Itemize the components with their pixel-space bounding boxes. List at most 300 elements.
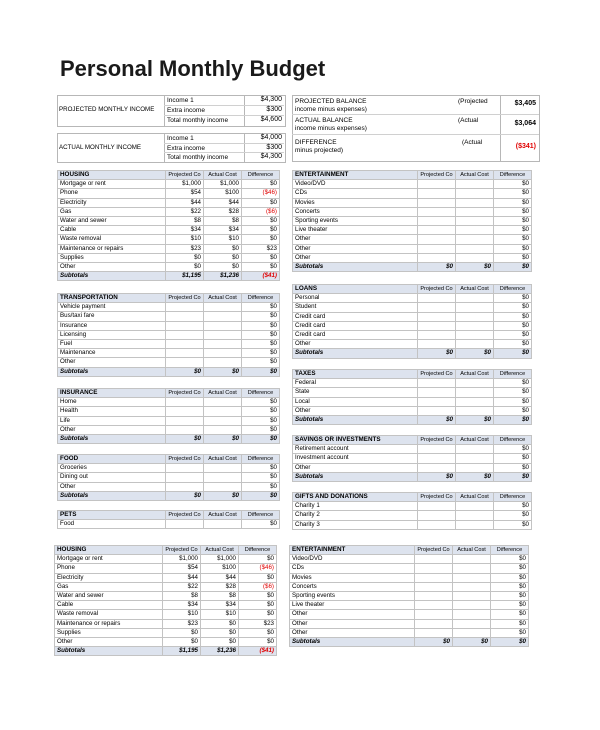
- difference-cell[interactable]: $0: [494, 379, 532, 388]
- row-label: State: [293, 388, 418, 397]
- budget-table: [54, 545, 277, 656]
- projected-cell[interactable]: [418, 189, 456, 198]
- difference-cell[interactable]: $0: [491, 564, 529, 573]
- projected-cell[interactable]: [418, 379, 456, 388]
- projected-cell[interactable]: $1,000: [163, 555, 201, 564]
- difference-cell[interactable]: ($6): [239, 582, 277, 591]
- row-label: Movies: [293, 198, 418, 207]
- row-label: Charity 2: [293, 511, 418, 520]
- projected-income-row-value: $300: [266, 106, 282, 113]
- difference-cell[interactable]: $0: [494, 388, 532, 397]
- actual-cell[interactable]: [456, 520, 494, 529]
- row-label: Vehicle payment: [58, 303, 166, 312]
- col-header-actual: Actual Cost: [204, 171, 242, 180]
- row-label: Health: [58, 407, 166, 416]
- col-header-projected: Projected Co: [166, 171, 204, 180]
- actual-cell[interactable]: [456, 379, 494, 388]
- actual-cell[interactable]: [453, 573, 491, 582]
- table-row: [58, 189, 280, 198]
- col-header-difference: Difference: [242, 511, 280, 520]
- projected-cell[interactable]: [415, 555, 453, 564]
- actual-cell[interactable]: [456, 321, 494, 330]
- subtotal-projected: $0: [166, 434, 204, 443]
- actual-cell[interactable]: [204, 407, 242, 416]
- section-title: SAVINGS OR INVESTMENTS: [293, 436, 418, 445]
- difference-cell[interactable]: $0: [242, 464, 280, 473]
- subtotal-label: Subtotals: [58, 367, 166, 376]
- actual-cell[interactable]: [456, 388, 494, 397]
- projected-cell[interactable]: $23: [166, 244, 204, 253]
- projected-cell[interactable]: [166, 358, 204, 367]
- actual-income-row-label: Extra income: [167, 145, 205, 152]
- projected-cell[interactable]: [418, 340, 456, 349]
- balance-label: DIFFERENCE: [295, 139, 337, 146]
- difference-cell[interactable]: $0: [242, 520, 280, 529]
- subtotal-projected: $1,195: [163, 647, 201, 656]
- projected-cell[interactable]: $44: [163, 573, 201, 582]
- table-header-row: [293, 285, 532, 294]
- projected-cell[interactable]: $1,000: [166, 180, 204, 189]
- difference-cell[interactable]: $0: [242, 216, 280, 225]
- projected-cell[interactable]: [418, 330, 456, 339]
- balance-tag: (Actual: [458, 117, 479, 124]
- projected-cell[interactable]: [166, 482, 204, 491]
- difference-cell[interactable]: $0: [494, 180, 532, 189]
- actual-cell[interactable]: $1,000: [201, 555, 239, 564]
- table-row: [290, 591, 529, 600]
- actual-cell[interactable]: [456, 189, 494, 198]
- projected-cell[interactable]: [418, 388, 456, 397]
- row-label: Bus/taxi fare: [58, 312, 166, 321]
- actual-cell[interactable]: [204, 312, 242, 321]
- projected-cell[interactable]: [166, 398, 204, 407]
- section-title: ENTERTAINMENT: [293, 171, 418, 180]
- actual-cell[interactable]: $1,000: [204, 180, 242, 189]
- projected-cell[interactable]: [418, 406, 456, 415]
- actual-cell[interactable]: [456, 312, 494, 321]
- difference-cell[interactable]: $0: [494, 244, 532, 253]
- row-label: Live theater: [293, 226, 418, 235]
- projected-cell[interactable]: [166, 349, 204, 358]
- difference-cell[interactable]: $0: [239, 555, 277, 564]
- projected-cell[interactable]: $0: [163, 628, 201, 637]
- actual-cell[interactable]: [456, 207, 494, 216]
- col-header-actual: Actual Cost: [456, 171, 494, 180]
- projected-cell[interactable]: [418, 454, 456, 463]
- actual-cell[interactable]: [456, 303, 494, 312]
- subtotal-label: Subtotals: [58, 434, 166, 443]
- actual-cell[interactable]: [456, 180, 494, 189]
- difference-cell[interactable]: $0: [242, 198, 280, 207]
- projected-cell[interactable]: [166, 407, 204, 416]
- difference-cell[interactable]: $0: [242, 482, 280, 491]
- subtotal-projected: $0: [415, 637, 453, 646]
- subtotal-difference: $0: [494, 415, 532, 424]
- projected-cell[interactable]: $10: [163, 610, 201, 619]
- projected-cell[interactable]: [418, 463, 456, 472]
- actual-cell[interactable]: [456, 216, 494, 225]
- projected-cell[interactable]: [418, 445, 456, 454]
- projected-cell[interactable]: $22: [166, 207, 204, 216]
- actual-cell[interactable]: [204, 330, 242, 339]
- subtotal-actual: $0: [204, 434, 242, 443]
- actual-cell[interactable]: [204, 321, 242, 330]
- projected-cell[interactable]: [418, 216, 456, 225]
- actual-cell[interactable]: $100: [201, 564, 239, 573]
- actual-cell[interactable]: $100: [204, 189, 242, 198]
- projected-cell[interactable]: [415, 628, 453, 637]
- projected-cell[interactable]: [418, 226, 456, 235]
- actual-cell[interactable]: [456, 340, 494, 349]
- row-label: Supplies: [55, 628, 163, 637]
- projected-cell[interactable]: $0: [166, 253, 204, 262]
- projected-cell[interactable]: [166, 330, 204, 339]
- projected-cell[interactable]: [418, 502, 456, 511]
- actual-cell[interactable]: [453, 619, 491, 628]
- difference-cell[interactable]: $0: [242, 330, 280, 339]
- actual-cell[interactable]: $0: [204, 262, 242, 271]
- projected-cell[interactable]: [415, 582, 453, 591]
- difference-cell[interactable]: $0: [242, 339, 280, 348]
- difference-cell[interactable]: $0: [242, 416, 280, 425]
- projected-cell[interactable]: [166, 339, 204, 348]
- actual-cell[interactable]: $44: [201, 573, 239, 582]
- projected-cell[interactable]: [418, 198, 456, 207]
- projected-cell[interactable]: $10: [166, 235, 204, 244]
- projected-cell[interactable]: [418, 294, 456, 303]
- actual-cell[interactable]: [456, 235, 494, 244]
- actual-cell[interactable]: [453, 555, 491, 564]
- actual-cell[interactable]: $0: [204, 253, 242, 262]
- actual-cell[interactable]: [204, 482, 242, 491]
- projected-cell[interactable]: [166, 520, 204, 529]
- difference-cell[interactable]: $23: [242, 244, 280, 253]
- projected-cell[interactable]: [418, 511, 456, 520]
- table-header-row: [58, 455, 280, 464]
- difference-cell[interactable]: $0: [494, 330, 532, 339]
- projected-cell[interactable]: $0: [166, 262, 204, 271]
- subtotal-projected: $0: [418, 415, 456, 424]
- section-title: ENTERTAINMENT: [290, 546, 415, 555]
- difference-cell[interactable]: $0: [494, 226, 532, 235]
- col-header-difference: Difference: [242, 294, 280, 303]
- difference-cell[interactable]: $0: [491, 601, 529, 610]
- row-label: Phone: [55, 564, 163, 573]
- difference-cell[interactable]: $0: [491, 582, 529, 591]
- col-header-projected: Projected Co: [418, 171, 456, 180]
- difference-cell[interactable]: $0: [242, 262, 280, 271]
- difference-cell[interactable]: $0: [494, 463, 532, 472]
- difference-cell[interactable]: $0: [494, 189, 532, 198]
- actual-cell[interactable]: [456, 294, 494, 303]
- actual-income-row-value: $4,000: [260, 134, 282, 141]
- difference-cell[interactable]: $0: [494, 454, 532, 463]
- col-header-projected: Projected Co: [418, 285, 456, 294]
- balance-label: ACTUAL BALANCE: [295, 117, 353, 124]
- difference-cell[interactable]: $0: [494, 216, 532, 225]
- difference-cell[interactable]: ($46): [239, 564, 277, 573]
- difference-cell[interactable]: $0: [242, 253, 280, 262]
- table-row: [58, 207, 280, 216]
- budget-table: [57, 388, 280, 444]
- col-header-difference: Difference: [242, 171, 280, 180]
- table-header-row: [58, 511, 280, 520]
- table-row: [293, 189, 532, 198]
- actual-cell[interactable]: [204, 425, 242, 434]
- col-header-projected: Projected Co: [166, 511, 204, 520]
- table-header-row: [55, 546, 277, 555]
- difference-cell[interactable]: $0: [242, 235, 280, 244]
- projected-cell[interactable]: $23: [163, 619, 201, 628]
- projected-cell[interactable]: $8: [163, 591, 201, 600]
- actual-cell[interactable]: $0: [201, 619, 239, 628]
- actual-cell[interactable]: [456, 463, 494, 472]
- row-label: Concerts: [293, 207, 418, 216]
- projected-cell[interactable]: [418, 207, 456, 216]
- difference-cell[interactable]: ($6): [242, 207, 280, 216]
- section-title: GIFTS AND DONATIONS: [293, 493, 418, 502]
- budget-table: [57, 170, 280, 281]
- actual-cell[interactable]: $0: [201, 628, 239, 637]
- page-title: Personal Monthly Budget: [60, 56, 326, 81]
- projected-cell[interactable]: [166, 321, 204, 330]
- difference-cell[interactable]: $0: [239, 573, 277, 582]
- difference-cell[interactable]: $0: [239, 637, 277, 646]
- projected-cell[interactable]: $34: [163, 601, 201, 610]
- projected-cell[interactable]: $0: [163, 637, 201, 646]
- row-label: Other: [293, 235, 418, 244]
- difference-cell[interactable]: $0: [242, 180, 280, 189]
- actual-cell[interactable]: [204, 349, 242, 358]
- difference-cell[interactable]: $0: [494, 294, 532, 303]
- projected-income-row-label: Extra income: [167, 107, 205, 114]
- row-label: Supplies: [58, 253, 166, 262]
- projected-cell[interactable]: $8: [166, 216, 204, 225]
- section-title: PETS: [58, 511, 166, 520]
- projected-cell[interactable]: $54: [163, 564, 201, 573]
- col-header-difference: Difference: [494, 285, 532, 294]
- difference-cell[interactable]: $0: [494, 340, 532, 349]
- actual-cell[interactable]: [456, 244, 494, 253]
- difference-cell[interactable]: $0: [242, 473, 280, 482]
- table-row: [293, 330, 532, 339]
- difference-cell[interactable]: $0: [491, 610, 529, 619]
- difference-cell[interactable]: $0: [239, 610, 277, 619]
- actual-cell[interactable]: $34: [204, 226, 242, 235]
- projected-cell[interactable]: [166, 303, 204, 312]
- actual-cell[interactable]: [456, 226, 494, 235]
- subtotal-difference: $0: [242, 491, 280, 500]
- row-label: Local: [293, 397, 418, 406]
- actual-cell[interactable]: [204, 473, 242, 482]
- table-row: [293, 312, 532, 321]
- difference-cell[interactable]: $0: [491, 619, 529, 628]
- actual-cell[interactable]: $28: [204, 207, 242, 216]
- subtotal-label: Subtotals: [58, 491, 166, 500]
- projected-cell[interactable]: [415, 619, 453, 628]
- projected-cell[interactable]: $34: [166, 226, 204, 235]
- actual-cell[interactable]: $8: [201, 591, 239, 600]
- actual-cell[interactable]: [456, 406, 494, 415]
- projected-cell[interactable]: [415, 564, 453, 573]
- projected-cell[interactable]: [166, 312, 204, 321]
- subtotal-projected: $0: [418, 262, 456, 271]
- actual-income-label: ACTUAL MONTHLY INCOME: [59, 144, 142, 151]
- difference-cell[interactable]: $0: [242, 226, 280, 235]
- difference-cell[interactable]: $0: [239, 601, 277, 610]
- actual-cell[interactable]: [456, 511, 494, 520]
- projected-cell[interactable]: [418, 244, 456, 253]
- difference-cell[interactable]: $0: [494, 303, 532, 312]
- projected-cell[interactable]: [418, 303, 456, 312]
- projected-cell[interactable]: [166, 464, 204, 473]
- actual-cell[interactable]: [453, 610, 491, 619]
- actual-cell[interactable]: [453, 628, 491, 637]
- subtotal-label: Subtotals: [293, 472, 418, 481]
- actual-cell[interactable]: [453, 564, 491, 573]
- difference-cell[interactable]: $0: [242, 321, 280, 330]
- actual-cell[interactable]: [204, 339, 242, 348]
- col-header-actual: Actual Cost: [204, 294, 242, 303]
- section-title: HOUSING: [58, 171, 166, 180]
- difference-cell[interactable]: $0: [494, 406, 532, 415]
- row-label: Video/DVD: [290, 555, 415, 564]
- actual-cell[interactable]: [456, 330, 494, 339]
- actual-income-row-value: $300: [266, 144, 282, 151]
- row-label: Waste removal: [55, 610, 163, 619]
- projected-cell[interactable]: $54: [166, 189, 204, 198]
- actual-cell[interactable]: [204, 303, 242, 312]
- row-label: Other: [293, 406, 418, 415]
- projected-cell[interactable]: [418, 253, 456, 262]
- projected-cell[interactable]: [418, 321, 456, 330]
- difference-cell[interactable]: $0: [494, 253, 532, 262]
- table-header-row: [58, 171, 280, 180]
- actual-cell[interactable]: $34: [201, 601, 239, 610]
- row-label: Concerts: [290, 582, 415, 591]
- row-label: Sporting events: [293, 216, 418, 225]
- projected-cell[interactable]: [415, 573, 453, 582]
- difference-cell[interactable]: $0: [242, 425, 280, 434]
- difference-cell[interactable]: $0: [491, 555, 529, 564]
- actual-cell[interactable]: [456, 454, 494, 463]
- balance-label: PROJECTED BALANCE: [295, 98, 367, 105]
- projected-cell[interactable]: [418, 235, 456, 244]
- projected-cell[interactable]: [415, 610, 453, 619]
- actual-cell[interactable]: [204, 358, 242, 367]
- projected-cell[interactable]: [418, 397, 456, 406]
- table-row: [58, 235, 280, 244]
- projected-cell[interactable]: [415, 601, 453, 610]
- subtotal-difference: $0: [242, 367, 280, 376]
- difference-cell[interactable]: $0: [494, 502, 532, 511]
- projected-cell[interactable]: [166, 416, 204, 425]
- actual-cell[interactable]: [453, 591, 491, 600]
- budget-table: [57, 454, 280, 501]
- difference-cell[interactable]: $0: [491, 573, 529, 582]
- difference-cell[interactable]: $0: [494, 235, 532, 244]
- actual-cell[interactable]: [456, 502, 494, 511]
- difference-cell[interactable]: $0: [494, 198, 532, 207]
- difference-cell[interactable]: $0: [491, 628, 529, 637]
- difference-cell[interactable]: $0: [494, 207, 532, 216]
- subtotal-projected: $0: [418, 472, 456, 481]
- row-label: Other: [293, 253, 418, 262]
- projected-cell[interactable]: [418, 520, 456, 529]
- table-row: [293, 406, 532, 415]
- actual-cell[interactable]: $28: [201, 582, 239, 591]
- table-row: [55, 582, 277, 591]
- difference-cell[interactable]: ($46): [242, 189, 280, 198]
- actual-cell[interactable]: $44: [204, 198, 242, 207]
- difference-cell[interactable]: $0: [494, 397, 532, 406]
- difference-cell[interactable]: $0: [239, 591, 277, 600]
- difference-cell[interactable]: $0: [242, 398, 280, 407]
- projected-cell[interactable]: [166, 473, 204, 482]
- row-label: Other: [290, 628, 415, 637]
- budget-table: [292, 284, 532, 359]
- projected-cell[interactable]: [418, 312, 456, 321]
- table-row: [58, 339, 280, 348]
- actual-cell[interactable]: [453, 582, 491, 591]
- col-header-actual: Actual Cost: [456, 436, 494, 445]
- projected-cell[interactable]: $44: [166, 198, 204, 207]
- subtotal-row: [290, 637, 529, 646]
- difference-cell[interactable]: $0: [242, 358, 280, 367]
- difference-cell[interactable]: $0: [494, 511, 532, 520]
- actual-cell[interactable]: $0: [201, 637, 239, 646]
- difference-cell[interactable]: $0: [242, 303, 280, 312]
- difference-cell[interactable]: $0: [494, 445, 532, 454]
- actual-cell[interactable]: [456, 445, 494, 454]
- difference-cell[interactable]: $0: [242, 312, 280, 321]
- difference-cell[interactable]: $0: [491, 591, 529, 600]
- projected-cell[interactable]: [415, 591, 453, 600]
- actual-cell[interactable]: $10: [201, 610, 239, 619]
- table-row: [58, 303, 280, 312]
- budget-table: [292, 369, 532, 425]
- actual-cell[interactable]: [204, 416, 242, 425]
- difference-cell[interactable]: $23: [239, 619, 277, 628]
- actual-cell[interactable]: [456, 397, 494, 406]
- actual-cell[interactable]: [456, 198, 494, 207]
- table-row: [293, 294, 532, 303]
- row-label: Phone: [58, 189, 166, 198]
- balance-value: $3,064: [514, 120, 536, 127]
- difference-cell[interactable]: $0: [239, 628, 277, 637]
- difference-cell[interactable]: $0: [494, 312, 532, 321]
- actual-cell[interactable]: $8: [204, 216, 242, 225]
- actual-cell[interactable]: [453, 601, 491, 610]
- actual-cell[interactable]: [204, 464, 242, 473]
- projected-cell[interactable]: $22: [163, 582, 201, 591]
- actual-cell[interactable]: [204, 520, 242, 529]
- difference-cell[interactable]: $0: [494, 520, 532, 529]
- row-label: Federal: [293, 379, 418, 388]
- subtotal-label: Subtotals: [293, 415, 418, 424]
- actual-cell[interactable]: $0: [204, 244, 242, 253]
- difference-cell[interactable]: $0: [242, 407, 280, 416]
- table-row: [58, 473, 280, 482]
- difference-cell[interactable]: $0: [494, 321, 532, 330]
- actual-cell[interactable]: $10: [204, 235, 242, 244]
- projected-cell[interactable]: [418, 180, 456, 189]
- actual-cell[interactable]: [204, 398, 242, 407]
- difference-cell[interactable]: $0: [242, 349, 280, 358]
- projected-cell[interactable]: [166, 425, 204, 434]
- actual-cell[interactable]: [456, 253, 494, 262]
- row-label: Other: [293, 463, 418, 472]
